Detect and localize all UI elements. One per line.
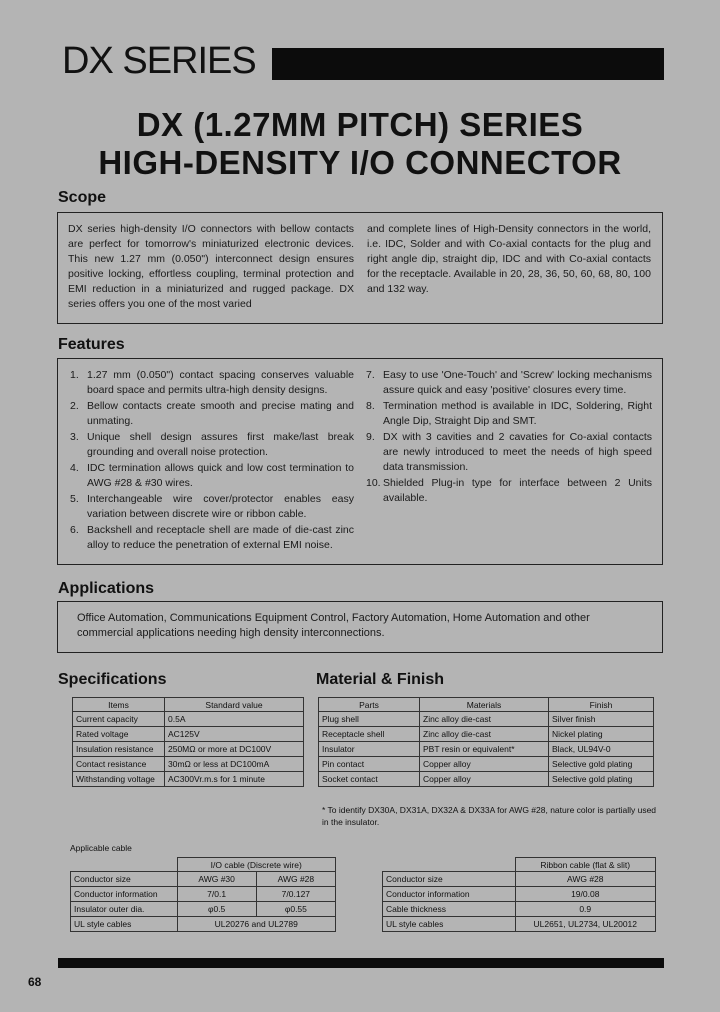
table-cell: Silver finish	[549, 712, 654, 727]
table-cell: Receptacle shell	[319, 727, 420, 742]
features-heading: Features	[58, 336, 125, 353]
series-title: DX SERIES	[62, 40, 256, 82]
table-row	[71, 902, 336, 917]
table-row	[383, 917, 656, 932]
table-cell: 0.9	[515, 902, 656, 917]
table-cell: Nickel plating	[549, 727, 654, 742]
header-bar	[272, 48, 664, 80]
material-table	[318, 697, 654, 787]
table-row	[73, 757, 304, 772]
table-row	[383, 872, 656, 887]
ribbon-cable-header: Ribbon cable (flat & slit)	[515, 858, 656, 872]
mat-col-finish: Finish	[549, 698, 654, 712]
table-cell: φ0.55	[256, 902, 335, 917]
feature-text: Interchangeable wire cover/protector enables easy variation between discrete wire or ribbon cable.	[87, 493, 354, 520]
table-cell: UL20276 and UL2789	[177, 917, 336, 932]
table-cell: Insulator outer dia.	[71, 902, 178, 917]
title-line-2: HIGH-DENSITY I/O CONNECTOR	[98, 144, 622, 181]
table-cell: AWG #30	[177, 872, 256, 887]
table-row	[319, 772, 654, 787]
table-cell: Black, UL94V-0	[549, 742, 654, 757]
feature-number: 2.	[70, 400, 79, 412]
table-cell: Insulator	[319, 742, 420, 757]
table-cell: UL style cables	[383, 917, 516, 932]
feature-text: Bellow contacts create smooth and precise mating and unmating.	[87, 400, 354, 427]
table-cell: 250MΩ or more at DC100V	[165, 742, 304, 757]
feature-item	[70, 399, 354, 429]
material-note: * To identify DX30A, DX31A, DX32A & DX33A for AWG #28, nature color is partially used in the insulator.	[322, 805, 657, 827]
table-cell: AC125V	[165, 727, 304, 742]
feature-number: 9.	[366, 431, 375, 443]
features-list-right	[366, 368, 652, 507]
table-cell: Selective gold plating	[549, 757, 654, 772]
scope-text-right: and complete lines of High-Density connectors in the world, i.e. IDC, Solder and with Co-axial contacts for the plug and right angle dip, straight dip, IDC and with Co-axial contacts for the receptacle. Available in 20, 28, 36, 50, 60, 68, 80, 100 and 132 way.	[367, 223, 651, 295]
features-box	[57, 358, 663, 565]
feature-text: Backshell and receptacle shell are made of die-cast zinc alloy to reduce the penetration of external EMI noise.	[87, 524, 354, 551]
table-cell: 0.5A	[165, 712, 304, 727]
table-cell: Withstanding voltage	[73, 772, 165, 787]
page-title	[40, 106, 680, 182]
table-cell: Socket contact	[319, 772, 420, 787]
ribbon-cable-table	[382, 857, 656, 932]
feature-item	[366, 399, 652, 429]
mat-col-parts: Parts	[319, 698, 420, 712]
table-cell: Current capacity	[73, 712, 165, 727]
feature-item	[70, 492, 354, 522]
feature-number: 10.	[366, 477, 381, 489]
discrete-cable-table	[70, 857, 336, 932]
specifications-heading: Specifications	[58, 671, 167, 688]
table-cell: AWG #28	[515, 872, 656, 887]
feature-number: 5.	[70, 493, 79, 505]
scope-text-left: DX series high-density I/O connectors with bellow contacts are perfect for tomorrow's miniaturized electronic devices. This new 1.27 mm (0.050") interconnect design ensures positive locking, effortless coupling, terminal protection and EMI reduction in a miniaturized and rugged package. DX series offers you one of the most varied	[68, 223, 354, 310]
table-cell: Copper alloy	[420, 757, 549, 772]
table-row	[73, 712, 304, 727]
table-cell: AWG #28	[256, 872, 335, 887]
table-row	[73, 772, 304, 787]
table-cell: Pin contact	[319, 757, 420, 772]
table-cell: Zinc alloy die-cast	[420, 712, 549, 727]
spec-col-items: Items	[73, 698, 165, 712]
feature-number: 4.	[70, 462, 79, 474]
table-cell: 30mΩ or less at DC100mA	[165, 757, 304, 772]
feature-item	[366, 368, 652, 398]
table-cell: φ0.5	[177, 902, 256, 917]
feature-item	[366, 476, 652, 506]
mat-col-materials: Materials	[420, 698, 549, 712]
table-cell: Zinc alloy die-cast	[420, 727, 549, 742]
page-number: 68	[28, 975, 42, 989]
feature-number: 6.	[70, 524, 79, 536]
table-cell: Conductor information	[71, 887, 178, 902]
table-cell: Contact resistance	[73, 757, 165, 772]
table-row	[73, 742, 304, 757]
table-row	[71, 872, 336, 887]
table-cell: Plug shell	[319, 712, 420, 727]
feature-text: 1.27 mm (0.050") contact spacing conserves valuable board space and permits ultra-high density designs.	[87, 369, 354, 396]
table-cell: AC300Vr.m.s for 1 minute	[165, 772, 304, 787]
table-cell: 19/0.08	[515, 887, 656, 902]
feature-text: DX with 3 cavities and 2 cavaties for Co-axial contacts are newly introduced to meet the needs of high speed data transmission.	[383, 431, 652, 473]
spec-col-standard-value: Standard value	[165, 698, 304, 712]
feature-item	[70, 430, 354, 460]
table-cell: PBT resin or equivalent*	[420, 742, 549, 757]
feature-item	[70, 523, 354, 553]
feature-number: 3.	[70, 431, 79, 443]
feature-item	[366, 430, 652, 475]
table-row	[383, 887, 656, 902]
table-row	[383, 902, 656, 917]
table-cell: Insulation resistance	[73, 742, 165, 757]
table-cell: Selective gold plating	[549, 772, 654, 787]
specifications-table	[72, 697, 304, 787]
footer-bar	[58, 958, 664, 968]
feature-number: 8.	[366, 400, 375, 412]
material-heading: Material & Finish	[316, 671, 445, 688]
table-cell: 7/0.127	[256, 887, 335, 902]
feature-text: Unique shell design assures first make/last break grounding and overall noise protection.	[87, 431, 354, 458]
table-row	[319, 757, 654, 772]
feature-number: 7.	[366, 369, 375, 381]
applications-box	[57, 601, 663, 653]
table-row	[71, 887, 336, 902]
table-cell: Conductor size	[383, 872, 516, 887]
title-line-1: DX (1.27MM PITCH) SERIES	[136, 106, 584, 143]
discrete-cable-header: I/O cable (Discrete wire)	[177, 858, 336, 872]
table-cell: Copper alloy	[420, 772, 549, 787]
table-cell: Conductor size	[71, 872, 178, 887]
scope-box	[57, 212, 663, 324]
table-cell: Rated voltage	[73, 727, 165, 742]
table-row	[71, 917, 336, 932]
applications-heading: Applications	[58, 580, 155, 597]
features-list-left	[70, 368, 354, 554]
feature-text: Easy to use 'One-Touch' and 'Screw' locking mechanisms assure quick and easy 'positive' closures every time.	[383, 369, 652, 396]
cable-label: Applicable cable	[70, 843, 132, 853]
feature-number: 1.	[70, 369, 79, 381]
feature-text: Shielded Plug-in type for interface between 2 Units available.	[383, 477, 652, 504]
table-cell: UL2651, UL2734, UL20012	[515, 917, 656, 932]
table-row	[319, 742, 654, 757]
table-cell: UL style cables	[71, 917, 178, 932]
table-cell: Cable thickness	[383, 902, 516, 917]
table-row	[319, 712, 654, 727]
table-row	[73, 727, 304, 742]
feature-item	[70, 461, 354, 491]
feature-item	[70, 368, 354, 398]
feature-text: IDC termination allows quick and low cost termination to AWG #28 & #30 wires.	[87, 462, 354, 489]
scope-heading: Scope	[58, 189, 107, 206]
applications-text: Office Automation, Communications Equipment Control, Factory Automation, Home Automation and other commercial applications needing high density interconnections.	[77, 612, 590, 639]
table-row	[319, 727, 654, 742]
feature-text: Termination method is available in IDC, Soldering, Right Angle Dip, Straight Dip and SMT.	[383, 400, 652, 427]
table-cell: 7/0.1	[177, 887, 256, 902]
table-cell: Conductor information	[383, 887, 516, 902]
